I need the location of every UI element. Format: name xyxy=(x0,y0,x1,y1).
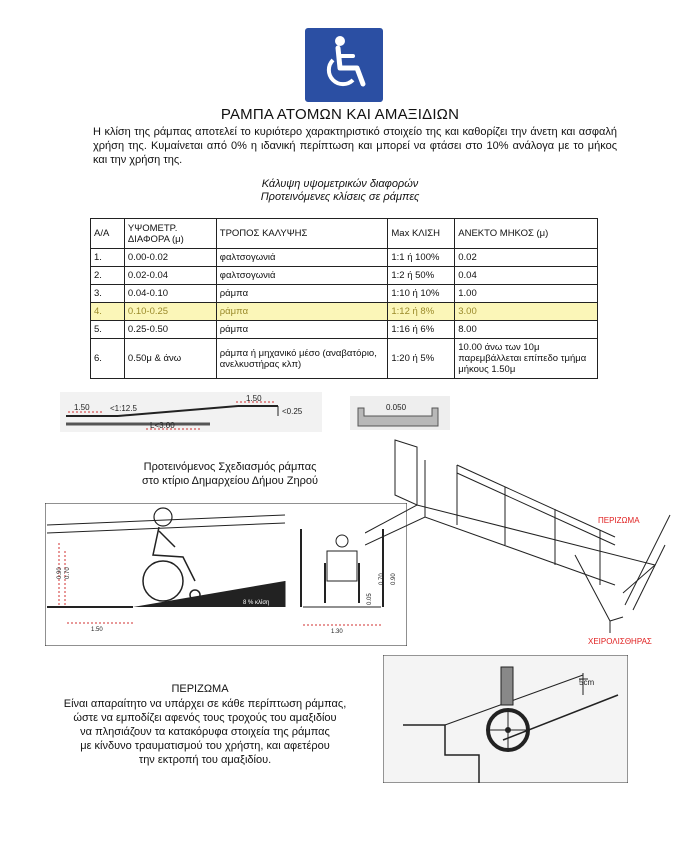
landing-length-1: 1.50 xyxy=(74,403,90,412)
landing-length-2: 1.50 xyxy=(246,394,262,403)
design-caption xyxy=(100,460,360,488)
section-slope-label: 8 % κλίση xyxy=(243,600,270,606)
table-row xyxy=(91,249,598,267)
curb-height-label: 0.05 xyxy=(367,593,373,605)
curb-height-5cm: 5cm xyxy=(579,678,595,687)
table-cell: 3. xyxy=(91,285,125,303)
table-cell: 6. xyxy=(91,339,125,379)
table-cell: 8.00 xyxy=(455,321,598,339)
design-caption-line2: στο κτίριο Δημαρχείου Δήμου Ζηρού xyxy=(141,475,319,487)
table-header-row xyxy=(91,219,598,249)
table-cell: 1:1 ή 100% xyxy=(388,249,455,267)
ramp-section-diagram xyxy=(45,503,407,646)
intro-paragraph: Η κλίση της ράμπας αποτελεί το κυριότερο χαρακτηριστικό στοιχείο της και καθορίζει την άνετη και ασφαλή χρήση της. Κυμαίνεται από 0% η ιδανική περίπτωση και μπορεί να φτάσει στο 10% ανάλογα με το μήκος και την χρήση της. xyxy=(93,126,617,166)
curb-line: με κίνδυνο τραυματισμού του χρήστη, και αφετέρου xyxy=(80,740,330,752)
table-cell: 0.04-0.10 xyxy=(124,285,216,303)
curb-description xyxy=(0,697,410,767)
curb-line: Είναι απαραίτητο να υπάρχει σε κάθε περίπτωση ράμπας, xyxy=(63,698,347,710)
table-cell: 1:20 ή 5% xyxy=(388,339,455,379)
table-cell: 0.00-0.02 xyxy=(124,249,216,267)
section-height2: 0.70 xyxy=(65,567,71,579)
table-cell: ράμπα xyxy=(216,285,388,303)
table-caption-line2: Προτεινόμενες κλίσεις σε ράμπες xyxy=(260,191,420,203)
table-cell: 5. xyxy=(91,321,125,339)
table-cell: 1. xyxy=(91,249,125,267)
header-cell: Max ΚΛΙΣΗ xyxy=(388,219,455,249)
table-cell: 1.00 xyxy=(455,285,598,303)
table-cell: 1:12 ή 8% xyxy=(388,303,455,321)
table-cell: ράμπα ή μηχανικό μέσο (αναβατόριο, ανελκυστήρας κλπ) xyxy=(216,339,388,379)
table-cell: 0.25-0.50 xyxy=(124,321,216,339)
table-cell: 1:2 ή 50% xyxy=(388,267,455,285)
ramp-slope-label: <1:12.5 xyxy=(110,404,137,413)
table-cell: 0.04 xyxy=(455,267,598,285)
front-width-label: 1.30 xyxy=(331,629,343,635)
table-cell: φαλτσογωνιά xyxy=(216,249,388,267)
section-landing-label: 1.50 xyxy=(91,627,103,633)
table-cell: 0.10-0.25 xyxy=(124,303,216,321)
table-cell: ράμπα xyxy=(216,303,388,321)
front-height2: 0.90 xyxy=(391,573,397,585)
table-caption xyxy=(0,178,680,204)
table-row xyxy=(91,339,598,379)
curb-title: ΠΕΡΙΖΩΜΑ xyxy=(171,683,229,695)
table-row-highlighted xyxy=(91,303,598,321)
table-cell: 3.00 xyxy=(455,303,598,321)
channel-depth-label: 0.050 xyxy=(386,403,407,412)
table-row xyxy=(91,267,598,285)
ramp-length-label: L<3.00 xyxy=(150,421,175,430)
header-cell: ΥΨΟΜΕΤΡ. ΔΙΑΦΟΡΑ (μ) xyxy=(124,219,216,249)
handrail-perspective-drawing xyxy=(365,435,675,650)
ramp-height-label: <0.25 xyxy=(282,407,303,416)
table-cell: 0.02-0.04 xyxy=(124,267,216,285)
table-row xyxy=(91,321,598,339)
wheel-curb-drawing xyxy=(383,655,628,783)
table-cell: 1:16 ή 6% xyxy=(388,321,455,339)
header-cell: Α/Α xyxy=(91,219,125,249)
curb-line: την εκτροπή του αμαξιδίου. xyxy=(138,754,272,766)
table-cell: 0.50μ & άνω xyxy=(124,339,216,379)
curb-line: ώστε να εμποδίζει αφενός τους τροχούς του αμαξιδίου xyxy=(73,712,337,724)
section-height1: 0.90 xyxy=(57,567,63,579)
channel-section-diagram xyxy=(350,396,450,430)
table-cell: 2. xyxy=(91,267,125,285)
slope-table xyxy=(90,218,598,379)
ramp-profile-diagram xyxy=(60,392,322,432)
wheelchair-accessibility-icon xyxy=(305,28,383,102)
table-cell: ράμπα xyxy=(216,321,388,339)
design-caption-line1: Προτεινόμενος Σχεδιασμός ράμπας xyxy=(143,461,317,473)
table-cell: 4. xyxy=(91,303,125,321)
table-row xyxy=(91,285,598,303)
table-cell: 10.00 άνω των 10μ παρεμβάλλεται επίπεδο τμήμα μήκους 1.50μ xyxy=(455,339,598,379)
table-cell: 0.02 xyxy=(455,249,598,267)
table-cell: φαλτσογωνιά xyxy=(216,267,388,285)
front-height1: 0.70 xyxy=(379,573,385,585)
curb-line: να πλησιάζουν τα κατακόρυφα στοιχεία της ράμπας xyxy=(80,726,330,738)
header-cell: ΑΝΕΚΤΟ ΜΗΚΟΣ (μ) xyxy=(455,219,598,249)
table-cell: 1:10 ή 10% xyxy=(388,285,455,303)
handrail-label: ΧΕΙΡΟΛΙΣΘΗΡΑΣ xyxy=(588,637,652,646)
skirting-label: ΠΕΡΙΖΩΜΑ xyxy=(598,516,640,525)
header-cell: ΤΡΟΠΟΣ ΚΑΛΥΨΗΣ xyxy=(216,219,388,249)
page-title: ΡΑΜΠΑ ΑΤΟΜΩΝ ΚΑΙ ΑΜΑΞΙΔΙΩΝ xyxy=(220,106,460,123)
table-caption-line1: Κάλυψη υψομετρικών διαφορών xyxy=(261,178,419,190)
